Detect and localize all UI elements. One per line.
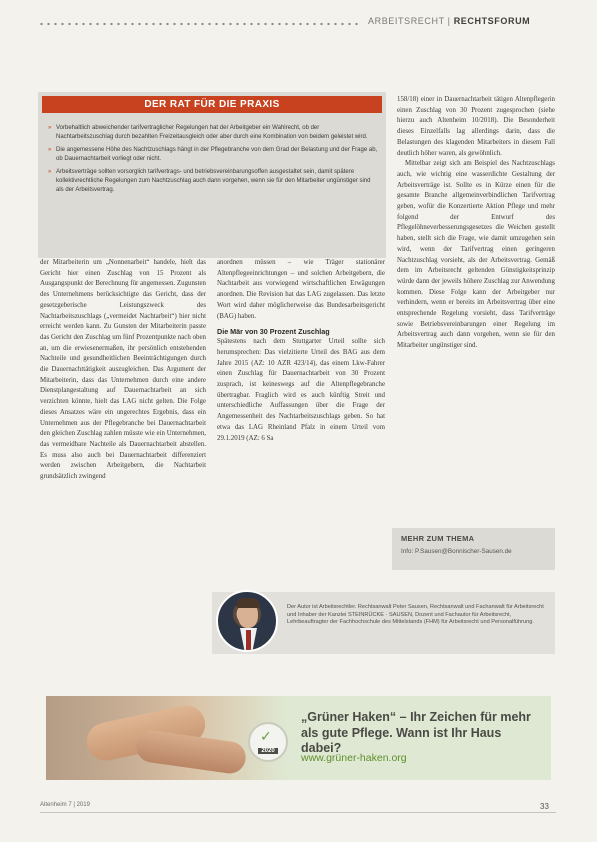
check-icon: ✓ — [260, 729, 272, 745]
footer-issue: Altenheim 7 | 2019 — [40, 802, 90, 808]
more-title: MEHR ZUM THEMA — [401, 534, 475, 543]
article-subheading: Die Mär von 30 Prozent Zuschlag — [217, 327, 330, 337]
ad-seal-badge — [248, 722, 288, 762]
section-name: ARBEITSRECHT — [368, 16, 445, 26]
seal-year: 2020 — [258, 748, 277, 754]
article-paragraph: der Mitarbeiterin um „Nonnenarbeit“ handele, hielt das Gericht hier einen Zuschlag von 15 Prozent als Ausgangspunkt der Berechnung für angemessen. Zugunsten des Unternehmens berücksichtigte das Gericht, dass der gesetzgeberische Leistungszweck des Nachtarbeitszuschlags („vermeidet Nachtarbeit“) hier nicht erreicht werden kann. Zu Gunsten der Mitarbeiterin passte das Gericht den Zuschlag um fünf Prozentpunkte nach oben an, um die erwiesenermaßen, ihr persönlich entstehenden Nachteile und gesundheitlichen Beeinträchtigungen durch die Dauernachttätigkeit auszugleichen. Das Argument der Mitarbeiterin, dass das Unternehmen durch eine andere Dienstplangestaltung auf Dauernachtarbeit an sich verzichten könnte, hielt das LAG nicht gelten. Die Folge dieses Ansatzes wäre ein ungerechtes Ergebnis, dass ein Unternehmen aus der Pflegebranche bei Dauernachtarbeit den gleichen Zuschlag zahlen müsste wie ein Unternehmen, das vermeidbare Nachteile als Dauernachtarbeit abstellen. Es muss also auch bei Dauernachtarbeit differenziert werden zwischen Arbeitgebern, die Nachtarbeit grundsätzlich zwingend — [40, 259, 206, 481]
advice-item-text: Die angemessene Höhe des Nachtzuschlags hängt in der Pflegebranche von dem Grad der Belastung und der Frage ab, ob Dauernachtarbeit vorliegt oder nicht. — [56, 147, 378, 162]
section-header — [368, 16, 530, 26]
article-paragraph: Mittelbar zeigt sich am Beispiel des Nachtzuschlags auch, wie wichtig eine wasserdichte Gestaltung der Arbeitsverträge ist. Sollte es in Kürze einen für die gesamte Branche allgemeinverbindlichen Tarifvertrag geben, wofür die Konzertierte Aktion Pflege und mehr folgend der Entwurf des Pflegelöhneverbesserungsgesetzes die Weichen gestellt haben, stellt sich die Frage, wie damit umzugehen sein wird, wenn der Tarifvertrag einen geringeren Nachtzuschlag vorsieht, als der Arbeitsvertrag. Gemäß dem im Arbeitsrecht geltenden Günstigkeitsprinzip würde dann der jeweils höhere Zuschlag zur Anwendung kommen. Diese Folge kann der Arbeitgeber nur verhindern, wenn er bereits im Arbeitsvertrag über eine entsprechende Regelung vorsieht, dass Tarifverträge sowie Betriebsvereinbarungen einer Regelung im Arbeitsvertrag auch dann vorgehen, wenn sie für den Mitarbeiter ungünstiger sind. — [397, 160, 555, 350]
bullet-arrow-icon: » — [48, 125, 52, 131]
advice-item — [48, 124, 378, 141]
article-column-1 — [40, 258, 206, 483]
author-avatar — [216, 590, 278, 652]
advice-item — [48, 146, 378, 163]
forum-name: RECHTSFORUM — [453, 16, 531, 26]
article-paragraph: Spätestens nach dem Stuttgarter Urteil sollte sich herumsprechen: Das vielzitierte Urteil des BAG aus dem Jahre 2015 (AZ: 10 AZR 423/14), das einem Lkw-Fahrer einen Zuschlag für Dauernachtarbeit von 30 Prozent zusprach, ist keineswegs auf die Altenpflegebranche übertragbar. Fraglich wird es auch künftig Streit und unterschiedliche Auffassungen über die Frage der Angemessenheit des Nachtarbeitszuschlags geben. So hat etwa das LAG Rheinland Pfalz in einem Urteil vom 29.1.2019 (AZ: 6 Sa — [217, 338, 385, 442]
advertisement-banner[interactable] — [46, 696, 551, 780]
advice-title-bar — [42, 96, 382, 113]
bullet-arrow-icon: » — [48, 169, 52, 176]
article-paragraph: anordnen müssen – wie Träger stationärer Altenpflegeeinrichtungen – und solchen Arbeitgebern, die Nachtarbeit aus vorwiegend wirtschaftlichen Erwägungen anordnen. Die Revision hat das LAG zugelassen. Das letzte Wort wird daher möglicherweise das Bundesarbeitsgericht (BAG) haben. — [217, 259, 385, 320]
article-column-3 — [397, 95, 555, 352]
author-bio: Der Autor ist Arbeitsrechtler. Rechtsanwalt Peter Sausen, Rechtsanwalt und Fachanwalt für Arbeitsrecht und Inhaber der Kanzlei STEINRÜCKE · SAUSEN, Dozent und Fachautor für Arbeitsrecht, Lehrbeauftragter der Fachhochschule des Mittelstands (FHM) für Arbeitsrecht und Personalführung. — [287, 604, 544, 626]
bullet-arrow-icon: » — [48, 147, 52, 154]
ad-headline: „Grüner Haken“ – Ihr Zeichen für mehr als gute Pflege. Wann ist Ihr Haus dabei? — [301, 710, 531, 755]
advice-item-text: Vorbehaltlich abweichender tarifvertraglicher Regelungen hat der Arbeitgeber ein Wahlrecht, ob der Nachtarbeitszuschlag durch bezahlten Freizeitausgleich oder aber durch eine Kombination von beidem geleistet wird. — [56, 125, 368, 140]
page-number: 33 — [540, 802, 549, 811]
article-column-2 — [217, 258, 385, 444]
advice-title: DER RAT FÜR DIE PRAXIS — [144, 99, 280, 110]
advice-item — [48, 168, 378, 194]
more-info-email[interactable]: Info: P.Sausen@Bonnischer-Sausen.de — [401, 548, 512, 555]
article-paragraph: 158/18) einer in Dauernachtarbeit tätigen Altenpflegerin einen Zuschlag von 30 Prozent zugesprochen (siehe hierzu auch Altenheim 10/2018). Die Besonderheit dieses Einzelfalls lag allerdings darin, dass die Belastungen des klagenden Mitarbeiters in diesem Fall deutlich höher waren, als gewöhnlich. — [397, 96, 555, 157]
ad-url-link[interactable]: www.grüner-haken.org — [301, 752, 407, 764]
header-dot-rule — [38, 22, 360, 26]
advice-item-text: Arbeitsverträge sollten vorsorglich tarifvertrags- und betriebsvereinbarungsoffen ausgestaltet sein, damit spätere kollektivrechtliche Regelungen zum Nachtzuschlag auch dann vorgehen, wenn sie für den Mitarbeiter ungünstiger sind als der Arbeitsvertrag. — [56, 169, 371, 193]
section-separator: | — [444, 16, 454, 26]
advice-box — [38, 92, 386, 258]
advice-list — [48, 124, 378, 199]
more-on-topic-box — [392, 528, 555, 570]
footer-divider — [40, 812, 556, 813]
